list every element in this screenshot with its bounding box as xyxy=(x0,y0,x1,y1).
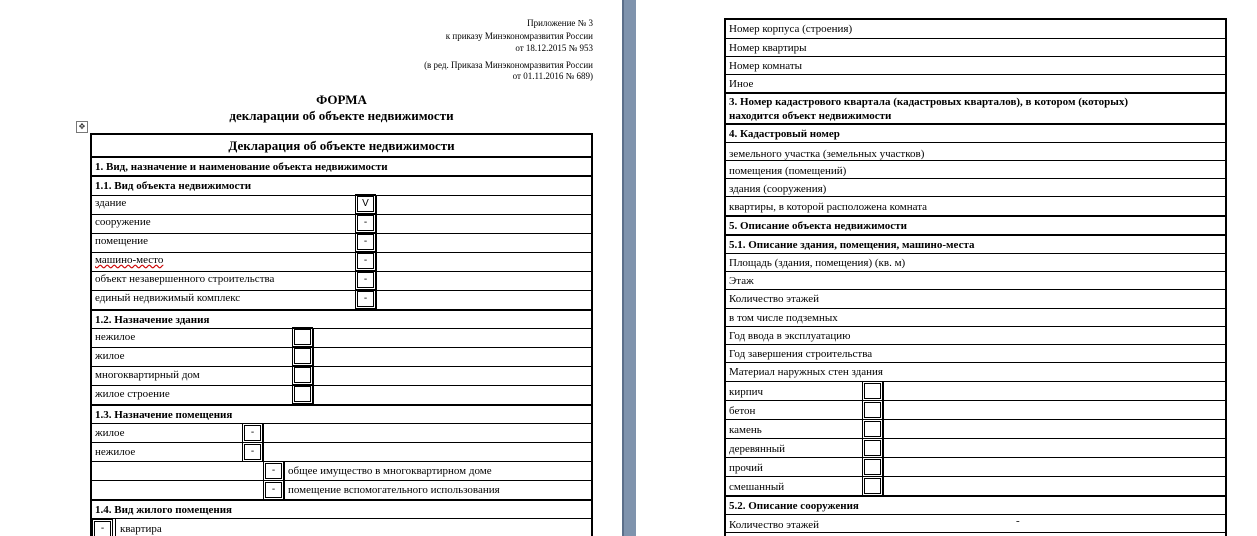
wall-material-checkbox[interactable] xyxy=(864,440,881,456)
structure-floors-value: - xyxy=(1016,515,1020,527)
building-purpose-checkbox[interactable] xyxy=(294,329,311,345)
wall-material-label: камень xyxy=(729,424,762,436)
document-page-left xyxy=(0,0,622,536)
address-row: Номер комнаты xyxy=(726,56,1225,74)
document-page-right xyxy=(636,0,1257,536)
header-line-3: от 18.12.2015 № 953 xyxy=(515,43,593,53)
section-1-heading: 1. Вид, назначение и наименование объекта недвижимости xyxy=(92,156,591,175)
description-row: Материал наружных стен здания xyxy=(726,362,1225,381)
wall-material-checkbox[interactable] xyxy=(864,402,881,418)
declaration-table xyxy=(90,133,593,536)
dwelling-checkbox[interactable]: - xyxy=(94,521,111,536)
room-sub-label: помещение вспомогательного использования xyxy=(288,484,500,496)
building-purpose-checkbox[interactable] xyxy=(294,348,311,364)
section-1-3-heading: 1.3. Назначение помещения xyxy=(92,404,591,423)
kind-checkbox[interactable]: - xyxy=(357,234,374,250)
address-row: Номер корпуса (строения) xyxy=(729,23,853,35)
section-1-2-heading: 1.2. Назначение здания xyxy=(92,309,591,328)
wall-material-label: деревянный xyxy=(729,443,786,455)
wall-material-label: смешанный xyxy=(729,481,785,493)
table-title: Декларация об объекте недвижимости xyxy=(228,138,455,153)
section-5-1-heading: 5.1. Описание здания, помещения, машино-места xyxy=(726,234,1225,253)
description-row: Этаж xyxy=(726,271,1225,289)
building-purpose-label: жилое xyxy=(95,350,125,362)
page-gap xyxy=(622,0,624,536)
description-row: в том числе подземных xyxy=(726,308,1225,326)
header-line-1: Приложение № 3 xyxy=(527,18,593,28)
building-purpose-checkbox[interactable] xyxy=(294,367,311,383)
wall-material-checkbox[interactable] xyxy=(864,421,881,437)
dwelling-label: квартира xyxy=(120,523,162,535)
section-1-4-heading: 1.4. Вид жилого помещения xyxy=(92,499,591,518)
table-move-handle-icon[interactable]: ✥ xyxy=(76,121,88,133)
address-row: Иное xyxy=(726,74,1225,92)
cadastral-row: квартиры, в которой расположена комната xyxy=(726,196,1225,215)
section-1-1-heading: 1.1. Вид объекта недвижимости xyxy=(92,175,591,194)
description-row: Год завершения строительства xyxy=(726,344,1225,362)
header-line-2: к приказу Минэкономразвития России xyxy=(445,31,593,41)
wall-material-label: прочий xyxy=(729,462,763,474)
wall-material-label: кирпич xyxy=(729,386,764,398)
section-3-line-1: 3. Номер кадастрового квартала (кадастровых кварталов), в котором (которых) xyxy=(729,96,1129,108)
kind-label: здание xyxy=(95,197,127,209)
header-line-4: (в ред. Приказа Минэкономразвития России xyxy=(424,60,593,70)
structure-floors-row: Количество этажей xyxy=(726,514,1225,532)
building-purpose-label: нежилое xyxy=(95,331,136,343)
room-sub-checkbox[interactable]: - xyxy=(265,463,282,479)
kind-checkbox[interactable]: - xyxy=(357,253,374,269)
kind-label: объект незавершенного строительства xyxy=(95,273,275,285)
room-sub-label: общее имущество в многоквартирном доме xyxy=(288,465,492,477)
room-purpose-label: нежилое xyxy=(95,446,136,458)
kind-label: единый недвижимый комплекс xyxy=(95,292,241,304)
room-purpose-label: жилое xyxy=(95,427,125,439)
building-purpose-checkbox[interactable] xyxy=(294,386,311,402)
building-purpose-label: многоквартирный дом xyxy=(95,369,200,381)
address-row: Номер квартиры xyxy=(726,38,1225,56)
section-3-line-2: находится объект недвижимости xyxy=(729,110,892,122)
cadastral-row: помещения (помещений) xyxy=(726,160,1225,178)
form-title: ФОРМА xyxy=(316,92,367,107)
declaration-table-continued xyxy=(724,18,1227,536)
room-purpose-checkbox[interactable]: - xyxy=(244,425,261,441)
kind-checkbox[interactable]: - xyxy=(357,291,374,307)
header-line-5: от 01.11.2016 № 689) xyxy=(512,71,593,81)
kind-label: помещение xyxy=(95,235,149,247)
description-row: Год ввода в эксплуатацию xyxy=(726,326,1225,344)
description-row: Количество этажей xyxy=(726,289,1225,308)
wall-material-checkbox[interactable] xyxy=(864,383,881,399)
room-sub-checkbox[interactable]: - xyxy=(265,482,282,498)
kind-checkbox[interactable]: V xyxy=(357,196,374,212)
section-3-heading xyxy=(726,92,1225,123)
kind-label: сооружение xyxy=(95,216,151,228)
room-purpose-checkbox[interactable]: - xyxy=(244,444,261,460)
cadastral-row: здания (сооружения) xyxy=(726,178,1225,196)
section-5-2-heading: 5.2. Описание сооружения xyxy=(726,495,1225,514)
section-5-heading: 5. Описание объекта недвижимости xyxy=(726,215,1225,234)
wall-material-checkbox[interactable] xyxy=(864,478,881,494)
description-row: Площадь (здания, помещения) (кв. м) xyxy=(726,253,1225,271)
kind-checkbox[interactable]: - xyxy=(357,215,374,231)
kind-label: машино-место xyxy=(95,254,164,266)
building-purpose-label: жилое строение xyxy=(95,388,170,400)
kind-checkbox[interactable]: - xyxy=(357,272,374,288)
form-subtitle: декларации об объекте недвижимости xyxy=(229,108,454,123)
wall-material-label: бетон xyxy=(729,405,756,417)
cadastral-row: земельного участка (земельных участков) xyxy=(726,142,1225,160)
section-4-heading: 4. Кадастровый номер xyxy=(726,123,1225,142)
wall-material-checkbox[interactable] xyxy=(864,459,881,475)
